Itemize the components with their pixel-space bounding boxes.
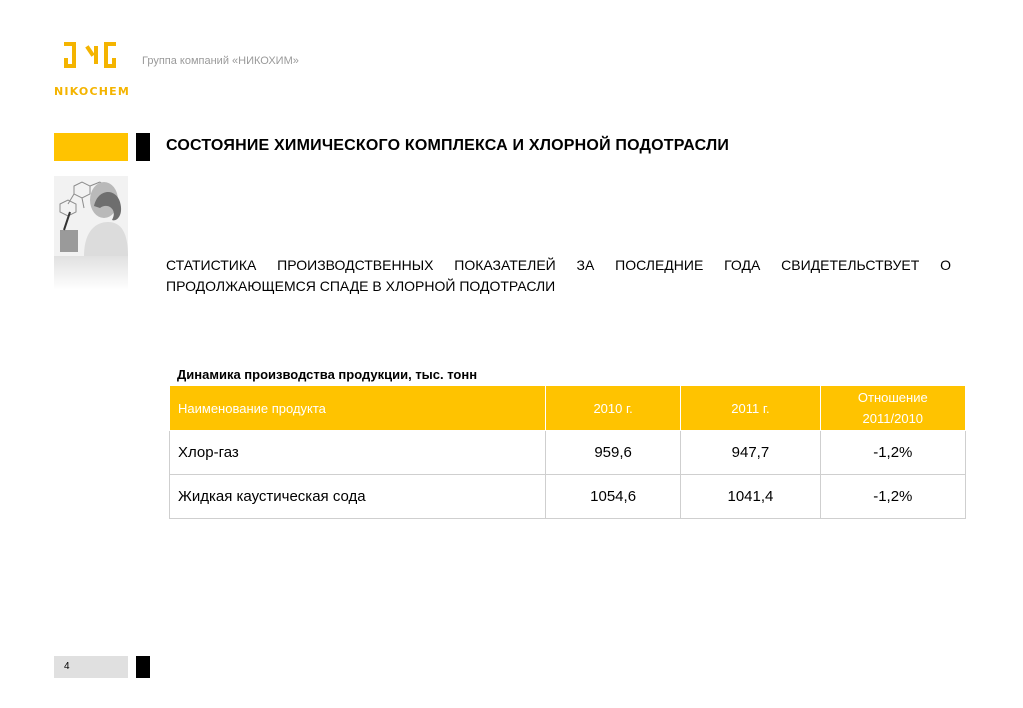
header-2010: 2010 г. [545, 386, 680, 431]
header-ratio-line1: Отношение [857, 390, 928, 405]
logo [54, 40, 134, 100]
title-marker [136, 133, 150, 161]
cell-2010: 1054,6 [545, 475, 680, 519]
photo-reflection [54, 256, 128, 290]
table-row [170, 475, 966, 519]
scientist-photo-icon [54, 176, 128, 256]
cell-2010: 959,6 [545, 431, 680, 475]
header-product-name: Наименование продукта [170, 386, 546, 431]
nikochem-logo-icon [62, 40, 122, 76]
header-2011: 2011 г. [681, 386, 820, 431]
table-caption: Динамика производства продукции, тыс. тонн [177, 367, 478, 382]
cell-ratio: -1,2% [820, 431, 965, 475]
header-ratio-line2: 2011/2010 [862, 411, 924, 426]
table-row [170, 431, 966, 475]
page-number: 4 [64, 661, 70, 672]
cell-product-name: Жидкая каустическая сода [170, 475, 546, 519]
title-accent-bar [54, 133, 128, 161]
statement-text: СТАТИСТИКА ПРОИЗВОДСТВЕННЫХ ПОКАЗАТЕЛЕЙ ЗА ПОСЛЕДНИЕ ГОДА СВИДЕТЕЛЬСТВУЕТ О ПРОДОЛЖАЮЩЕМСЯ СПАДЕ В ХЛОРНОЙ ПОДОТРАСЛИ [166, 257, 951, 294]
production-table [169, 385, 966, 519]
footer-marker [136, 656, 150, 678]
page-title: СОСТОЯНИЕ ХИМИЧЕСКОГО КОМПЛЕКСА И ХЛОРНОЙ ПОДОТРАСЛИ [166, 137, 730, 154]
cell-2011: 947,7 [681, 431, 820, 475]
header-ratio [820, 386, 965, 431]
cell-2011: 1041,4 [681, 475, 820, 519]
cell-product-name: Хлор-газ [170, 431, 546, 475]
page-number-box [54, 656, 128, 678]
cell-ratio: -1,2% [820, 475, 965, 519]
company-name: Группа компаний «НИКОХИМ» [142, 55, 299, 67]
table-header-row [170, 386, 966, 431]
logo-text: NIKOCHEM [54, 85, 131, 98]
